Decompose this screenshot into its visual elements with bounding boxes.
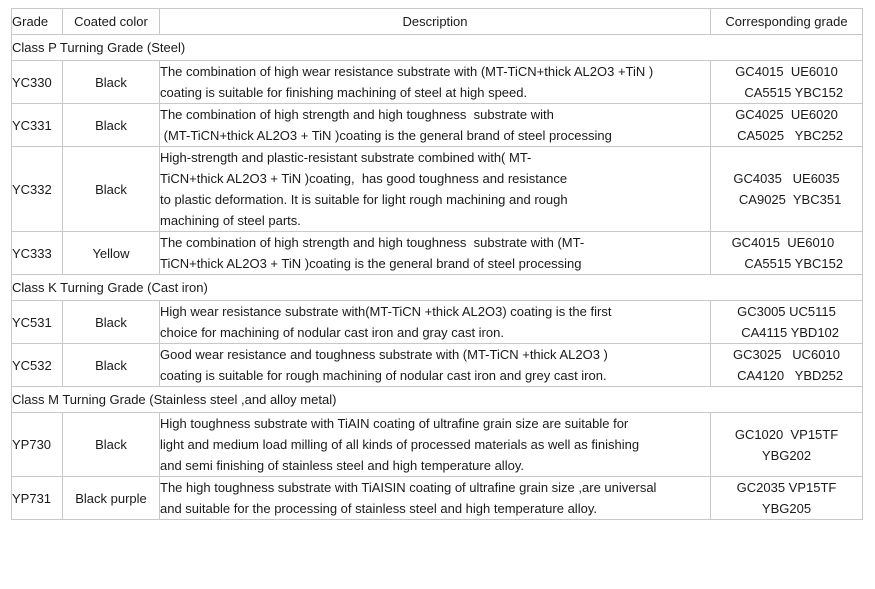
corresponding-grade-cell — [711, 413, 863, 477]
corresponding-grade-line: GC4025 UE6020 — [735, 107, 838, 122]
grade-cell: YC531 — [12, 301, 63, 344]
coated-color-cell: Black — [63, 301, 160, 344]
table-row — [12, 61, 863, 104]
description-cell — [160, 344, 711, 387]
description-cell — [160, 147, 711, 232]
description-line: High toughness substrate with TiAIN coating of ultrafine grain size are suitable for — [160, 416, 629, 431]
corresponding-grade-line: GC2035 VP15TF — [736, 480, 837, 495]
description-line: light and medium load milling of all kinds of processed materials as well as finishing — [160, 437, 640, 452]
header-grade: Grade — [12, 9, 63, 35]
corresponding-grade-cell — [711, 301, 863, 344]
coated-color-cell: Black — [63, 61, 160, 104]
corresponding-grade-line: CA5025 YBC252 — [729, 128, 844, 143]
corresponding-grade-cell — [711, 147, 863, 232]
description-line: TiCN+thick AL2O3 + TiN )coating, has good toughness and resistance — [160, 171, 568, 186]
corresponding-grade-line: GC4015 UE6010 — [735, 64, 838, 79]
section-row — [12, 387, 863, 413]
description-line: High-strength and plastic-resistant substrate combined with( MT- — [160, 150, 532, 165]
description-line: The combination of high strength and high toughness substrate with — [160, 107, 554, 122]
grade-cell: YP731 — [12, 477, 63, 520]
corresponding-grade-cell — [711, 232, 863, 275]
grades-table — [11, 8, 863, 520]
description-cell — [160, 413, 711, 477]
description-line: The combination of high wear resistance substrate with (MT-TiCN+thick AL2O3 +TiN ) — [160, 64, 654, 79]
description-line: and suitable for the processing of stainless steel and high temperature alloy. — [160, 501, 597, 516]
table-row — [12, 477, 863, 520]
header-corresponding-grade: Corresponding grade — [711, 9, 863, 35]
table-row — [12, 104, 863, 147]
coated-color-cell: Black — [63, 104, 160, 147]
description-cell — [160, 104, 711, 147]
corresponding-grade-line: GC1020 VP15TF — [734, 426, 839, 442]
description-cell — [160, 232, 711, 275]
section-title: Class M Turning Grade (Stainless steel ,and alloy metal) — [12, 387, 863, 413]
header-row — [12, 9, 863, 35]
section-row — [12, 35, 863, 61]
grade-cell: YC332 — [12, 147, 63, 232]
description-line: The high toughness substrate with TiAISIN coating of ultrafine grain size ,are universal — [160, 480, 657, 495]
corresponding-grade-line: CA4120 YBD252 — [729, 368, 844, 383]
header-description: Description — [160, 9, 711, 35]
corresponding-grade-line: CA5515 YBC152 — [729, 256, 844, 271]
corresponding-grade-cell — [711, 344, 863, 387]
corresponding-grade-line: CA9025 YBC351 — [731, 192, 842, 207]
description-line: coating is suitable for rough machining of nodular cast iron and grey cast iron. — [160, 368, 607, 383]
table-row — [12, 232, 863, 275]
corresponding-grade-cell — [711, 104, 863, 147]
section-title: Class K Turning Grade (Cast iron) — [12, 275, 863, 301]
coated-color-cell: Black — [63, 147, 160, 232]
table-row — [12, 301, 863, 344]
description-line: Good wear resistance and toughness substrate with (MT-TiCN +thick AL2O3 ) — [160, 347, 608, 362]
grade-cell: YC532 — [12, 344, 63, 387]
corresponding-grade-line: YBG205 — [761, 501, 812, 516]
section-row — [12, 275, 863, 301]
coated-color-cell: Black purple — [63, 477, 160, 520]
coated-color-cell: Black — [63, 413, 160, 477]
description-line: to plastic deformation. It is suitable for light rough machining and rough — [160, 192, 568, 207]
corresponding-grade-cell — [711, 477, 863, 520]
corresponding-grade-line: GC4035 UE6035 — [733, 171, 840, 186]
grade-cell: YC333 — [12, 232, 63, 275]
table-row — [12, 147, 863, 232]
corresponding-grade-line: GC4015 UE6010 — [731, 235, 842, 250]
table-row — [12, 413, 863, 477]
corresponding-grade-line: YBG202 — [761, 447, 812, 463]
corresponding-grade-line: CA5515 YBC152 — [729, 85, 844, 100]
section-title: Class P Turning Grade (Steel) — [12, 35, 863, 61]
description-cell — [160, 477, 711, 520]
table-body — [12, 35, 863, 520]
description-line: machining of steel parts. — [160, 213, 301, 228]
corresponding-grade-line: GC3025 UC6010 — [733, 347, 840, 362]
header-coated-color: Coated color — [63, 9, 160, 35]
description-line: TiCN+thick AL2O3 + TiN )coating is the general brand of steel processing — [160, 256, 582, 271]
description-cell — [160, 61, 711, 104]
description-cell — [160, 301, 711, 344]
description-line: (MT-TiCN+thick AL2O3 + TiN )coating is the general brand of steel processing — [160, 128, 612, 143]
grade-cell: YC330 — [12, 61, 63, 104]
table-row — [12, 344, 863, 387]
corresponding-grade-cell — [711, 61, 863, 104]
grade-cell: YP730 — [12, 413, 63, 477]
coated-color-cell: Black — [63, 344, 160, 387]
coated-color-cell: Yellow — [63, 232, 160, 275]
grade-cell: YC331 — [12, 104, 63, 147]
description-line: coating is suitable for finishing machining of steel at high speed. — [160, 85, 528, 100]
description-line: The combination of high strength and high toughness substrate with (MT- — [160, 235, 585, 250]
description-line: High wear resistance substrate with(MT-TiCN +thick AL2O3) coating is the first — [160, 304, 612, 319]
description-line: and semi finishing of stainless steel and high temperature alloy. — [160, 458, 524, 473]
corresponding-grade-line: CA4115 YBD102 — [733, 325, 840, 340]
corresponding-grade-line: GC3005 UC5115 — [737, 304, 836, 319]
description-line: choice for machining of nodular cast iron and gray cast iron. — [160, 325, 504, 340]
